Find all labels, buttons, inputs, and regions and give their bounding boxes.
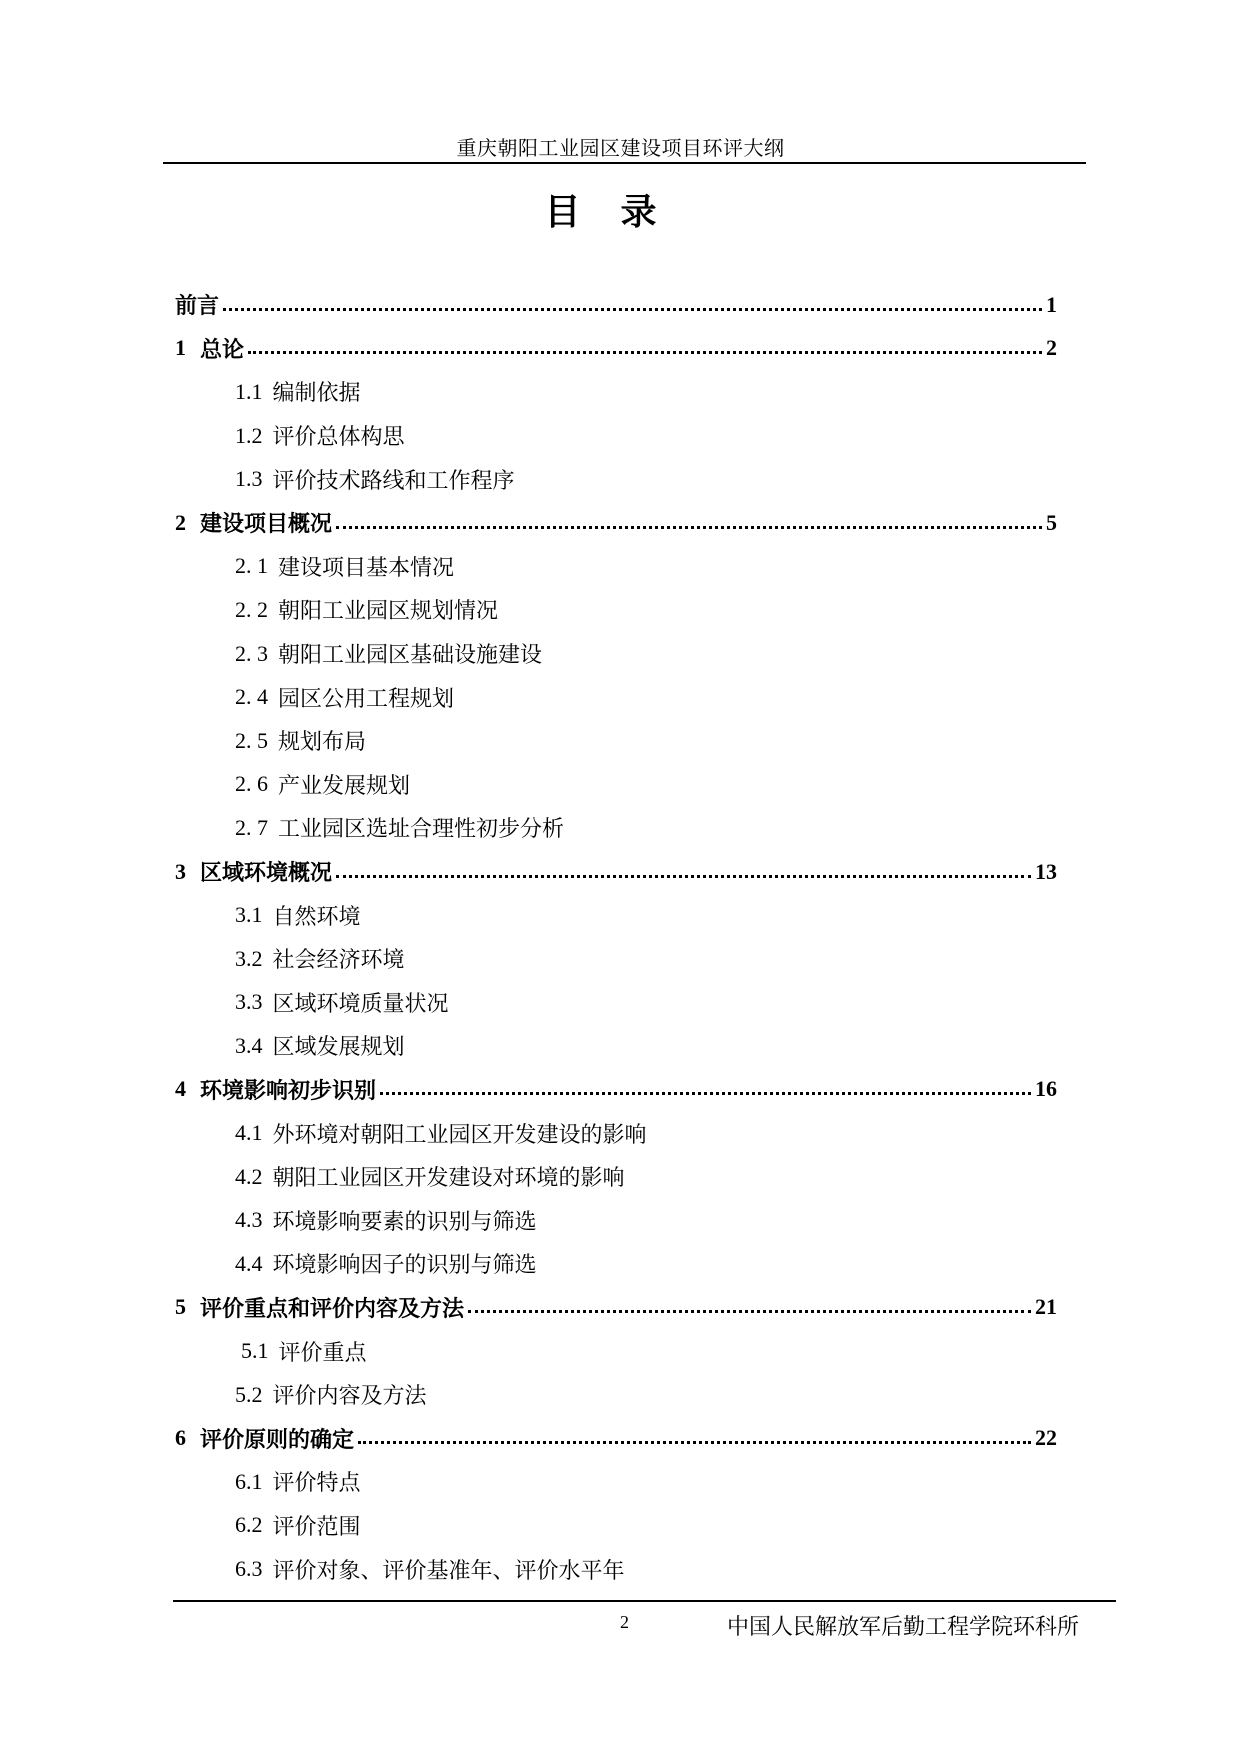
toc-section-row [175, 1504, 1057, 1548]
toc-section-number: 4.1 [235, 1120, 263, 1146]
toc-section-number: 4.3 [235, 1207, 263, 1233]
toc-section-number: 5.2 [235, 1381, 263, 1407]
toc-section-row [175, 806, 1057, 850]
toc-chapter-row [175, 501, 1057, 545]
toc-chapter-row [175, 850, 1057, 894]
toc-dot-leader [336, 874, 1031, 878]
toc-heading [0, 184, 1241, 235]
toc-chapter-row [175, 1416, 1057, 1460]
toc-section-number: 6.3 [235, 1556, 263, 1582]
toc-section-number: 2. 5 [235, 727, 268, 753]
toc-section-row [175, 893, 1057, 937]
footer-organization: 中国人民解放军后勤工程学院环科所 [727, 1615, 1080, 1640]
toc-section-row [175, 632, 1057, 676]
toc-chapter-title: 区域环境概况 [200, 861, 333, 887]
toc-heading-char-1: 目 [544, 192, 621, 233]
toc-chapter-number: 6 [175, 1425, 186, 1451]
toc-section-title: 规划布局 [278, 729, 367, 755]
toc-section-title: 外环境对朝阳工业园区开发建设的影响 [272, 1121, 647, 1147]
toc-section-title: 朝阳工业园区基础设施建设 [278, 642, 543, 668]
toc-section-row [175, 414, 1057, 458]
toc-section-title: 建设项目基本情况 [278, 554, 455, 580]
toc-section-number: 2. 3 [235, 640, 268, 666]
toc-section-title: 社会经济环境 [272, 947, 405, 973]
toc-section-title: 评价范围 [272, 1513, 361, 1539]
toc-page-number: 16 [1035, 1076, 1057, 1102]
toc-chapter-row [175, 283, 1057, 327]
toc-section-number: 3.2 [235, 945, 263, 971]
toc-section-title: 评价重点 [278, 1339, 367, 1365]
toc-section-number: 1.1 [235, 378, 263, 404]
toc-section-title: 环境影响因子的识别与筛选 [272, 1252, 537, 1278]
table-of-contents [175, 283, 1057, 1591]
toc-section-row [175, 1373, 1057, 1417]
toc-section-number: 4.4 [235, 1250, 263, 1276]
toc-section-title: 环境影响要素的识别与筛选 [272, 1208, 537, 1234]
toc-dot-leader [336, 525, 1042, 529]
toc-chapter-row [175, 1068, 1057, 1112]
toc-section-title: 评价技术路线和工作程序 [272, 467, 515, 493]
toc-section-title: 编制依据 [272, 380, 361, 406]
toc-chapter-row [175, 1286, 1057, 1330]
toc-heading-char-2: 录 [620, 192, 697, 233]
toc-section-title: 自然环境 [272, 903, 361, 929]
toc-section-title: 朝阳工业园区开发建设对环境的影响 [272, 1165, 625, 1191]
toc-section-number: 6.1 [235, 1468, 263, 1494]
toc-section-row [175, 588, 1057, 632]
footer-rule [173, 1600, 1116, 1602]
toc-section-row [175, 1111, 1057, 1155]
toc-section-title: 园区公用工程规划 [278, 685, 455, 711]
toc-section-title: 评价总体构思 [272, 424, 405, 450]
toc-section-title: 区域发展规划 [272, 1034, 405, 1060]
toc-section-row [175, 937, 1057, 981]
toc-section-number: 2. 4 [235, 684, 268, 710]
toc-section-number: 3.4 [235, 1032, 263, 1058]
toc-page-number: 2 [1046, 335, 1057, 361]
footer-page-number: 2 [620, 1612, 629, 1632]
toc-section-number: 4.2 [235, 1163, 263, 1189]
toc-section-row [175, 719, 1057, 763]
toc-section-title: 评价对象、评价基准年、评价水平年 [272, 1557, 625, 1583]
toc-section-row [175, 545, 1057, 589]
toc-page-number: 1 [1046, 291, 1057, 317]
toc-section-row [175, 1329, 1057, 1373]
toc-section-number: 2. 1 [235, 553, 268, 579]
toc-section-number: 2. 6 [235, 771, 268, 797]
toc-section-row [175, 1460, 1057, 1504]
toc-dot-leader [358, 1440, 1031, 1444]
toc-chapter-number: 3 [175, 858, 186, 884]
toc-section-number: 1.3 [235, 466, 263, 492]
toc-section-number: 1.2 [235, 422, 263, 448]
toc-section-number: 2. 7 [235, 814, 268, 840]
toc-page-number: 22 [1035, 1425, 1057, 1451]
toc-section-number: 6.2 [235, 1512, 263, 1538]
toc-page-number: 5 [1046, 509, 1057, 535]
toc-page-number: 21 [1035, 1294, 1057, 1320]
toc-chapter-number: 4 [175, 1076, 186, 1102]
toc-section-row [175, 1242, 1057, 1286]
toc-section-title: 朝阳工业园区规划情况 [278, 598, 499, 624]
toc-section-number: 3.3 [235, 989, 263, 1015]
toc-page-number: 13 [1035, 858, 1057, 884]
toc-chapter-title: 评价重点和评价内容及方法 [200, 1296, 465, 1322]
toc-section-row [175, 1547, 1057, 1591]
toc-chapter-title: 前言 [175, 294, 220, 320]
toc-section-title: 区域环境质量状况 [272, 990, 449, 1016]
toc-chapter-title: 评价原则的确定 [200, 1427, 355, 1453]
toc-chapter-title: 建设项目概况 [200, 512, 333, 538]
toc-section-row [175, 370, 1057, 414]
toc-dot-leader [248, 350, 1042, 354]
toc-section-row [175, 675, 1057, 719]
toc-section-number: 2. 2 [235, 596, 268, 622]
toc-chapter-row [175, 327, 1057, 371]
header-rule [163, 162, 1086, 164]
toc-chapter-number: 2 [175, 509, 186, 535]
toc-chapter-number: 5 [175, 1294, 186, 1320]
toc-section-number: 3.1 [235, 902, 263, 928]
toc-chapter-title: 环境影响初步识别 [200, 1078, 377, 1104]
toc-section-row [175, 1155, 1057, 1199]
toc-chapter-number: 1 [175, 335, 186, 361]
toc-section-number: 5.1 [241, 1338, 269, 1364]
toc-section-title: 评价特点 [272, 1470, 361, 1496]
toc-dot-leader [223, 307, 1042, 311]
toc-section-title: 产业发展规划 [278, 772, 411, 798]
toc-dot-leader [380, 1091, 1031, 1095]
toc-section-row [175, 763, 1057, 807]
toc-section-row [175, 981, 1057, 1025]
toc-section-row [175, 1024, 1057, 1068]
toc-section-row [175, 1198, 1057, 1242]
toc-section-title: 工业园区选址合理性初步分析 [278, 816, 565, 842]
running-header: 重庆朝阳工业园区建设项目环评大纲 [456, 136, 785, 160]
toc-dot-leader [468, 1309, 1031, 1313]
toc-section-title: 评价内容及方法 [272, 1383, 427, 1409]
toc-section-row [175, 457, 1057, 501]
toc-chapter-title: 总论 [200, 337, 245, 363]
